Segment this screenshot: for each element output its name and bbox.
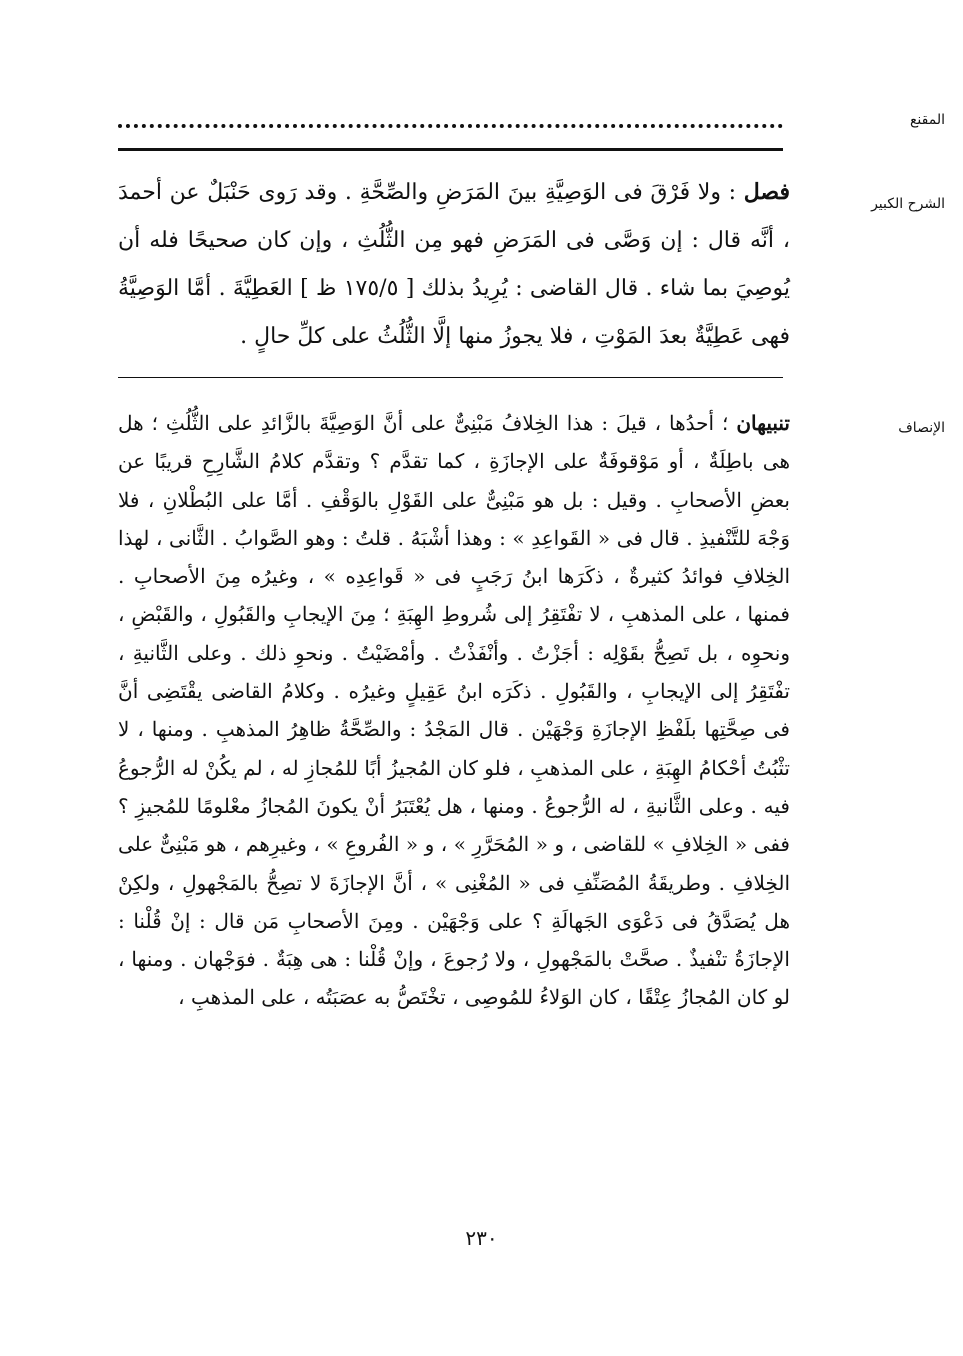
commentary-section-label: الشرح الكبير xyxy=(871,196,945,212)
page-number: ٢٣٠ xyxy=(465,1226,498,1250)
commentary-body: : ولا فَرْقَ فى الوَصِيَّةِ بينَ المَرَضِ والصِّحَّةِ . وقد رَوى حَنْبَلٌ عن أحمدَ ، أنَّه قال : إن وَصَّى فى المَرَضِ فهو مِن الثُّلُثِ ، وإن كان صحيحًا فله أن يُوصِيَ بما شاء . قال القاضى : يُرِيدُ بذلك [ ١٧٥/٥ ظ ] العَطِيَّةَ . أمَّا الوَصِيَّةُ فهى عَطِيَّةٌ بعدَ المَوْتِ ، فلا يجوزُ منها إلَّا الثُّلُثُ على كلِّ حالٍ . xyxy=(118,180,790,349)
insaf-body: ؛ أحدُها ، قيلَ : هذا الخِلافُ مَبْنِىٌّ على أنَّ الوَصِيَّةَ بالزَّائدِ على الثُّلُثِ ؛ هل هى باطِلَةٌ ، أو مَوْقوفَةٌ على الإجازَةِ ، كما تقدَّم ؟ وتقدَّم كلامُ الشَّارِحِ قريبًا عن بعضِ الأصحابِ . وقيل : بل هو مَبْنِىٌّ على القَوْلِ بالوَقْفِ . أمَّا على البُطْلانِ ، فلا وَجْهَ للتَّنْفيذِ . قال فى « القَواعِدِ » : وهذا أشْبَهُ . قلتُ : وهو الصَّوابُ . الثَّانى ، لهذا الخِلافِ فوائدُ كثيرةٌ ، ذكَرَها ابنُ رَجَبٍ فى « قَواعِدِه » ، وغيرُه مِنَ الأصحابِ . فمنها ، على المذهبِ ، لا تفْتَقِرُ إلى شُروطِ الهِبَةِ ؛ مِنَ الإيجابِ والقَبُولِ ، والقَبْضِ ، ونحوِه ، بل تَصِحُّ بقَوْلِه : أجَزْتُ . وأنْفَذْتُ . وأمْضَيْتُ . ونحوِ ذلك . وعلى الثَّانيةِ ، تفْتَقِرُ إلى الإيجابِ ، والقَبُولِ . ذكَرَه ابنُ عَقِيلٍ وغيرُه . وكلامُ القاضى يقْتَضِى أنَّ فى صِحَّتِها بلَفْظِ الإجازَةِ وَجْهَيْن . قال المَجْدُ : والصِّحَّةُ ظاهِرُ المذهبِ . ومنها ، لا تثْبُتُ أحْكامُ الهِبَةِ ، على المذهبِ ، فلو كان المُجيزُ أبًا للمُجازِ له ، لم يكُنْ له الرُّجوعُ فيه . وعلى الثَّانيةِ ، له الرُّجوعُ . ومنها ، هل يُعْتَبَرُ أنْ يكونَ المُجازُ معْلومًا للمُجيزِ ؟ ففى « الخِلافِ » للقاضى ، و « المُحَرَّرِ » ، و « الفُروعِ » ، وغيرِهم ، هو مَبْنِىٌّ على الخِلافِ . وطريقَةُ المُصَنِّفِ فى « المُغْنِى » ، أنَّ الإجازَةَ لا تصِحُّ بالمَجْهولِ ، ولكِنْ هل يُصَدَّقُ فى دَعْوَى الجَهالَةِ ؟ على وَجْهَيْن . ومِنَ الأصحابِ مَن قال : إنْ قُلْنا : الإجازَةُ تنْفيذٌ . صحَّتْ بالمَجْهولِ ، ولا رُجوعَ ، وإنْ قُلْنا : هى هِبَةٌ . فوَجْهان . ومنها ، لو كان المُجازُ عِتْقًا ، كان الوَلاءُ للمُوصِى ، تخْتَصُّ به عصَبَتُه ، على المذهبِ ، xyxy=(118,411,790,1010)
dotted-separator xyxy=(118,124,783,128)
commentary-lead-word: فصل xyxy=(743,179,791,205)
insaf-text xyxy=(118,404,790,1017)
insaf-lead-word: تنبيهان xyxy=(736,411,790,435)
commentary-text xyxy=(118,168,790,361)
insaf-section-label: الإنصاف xyxy=(898,420,945,436)
section-divider xyxy=(118,377,783,378)
header-rule xyxy=(118,148,783,151)
book-title-label: المقنع xyxy=(909,112,945,128)
